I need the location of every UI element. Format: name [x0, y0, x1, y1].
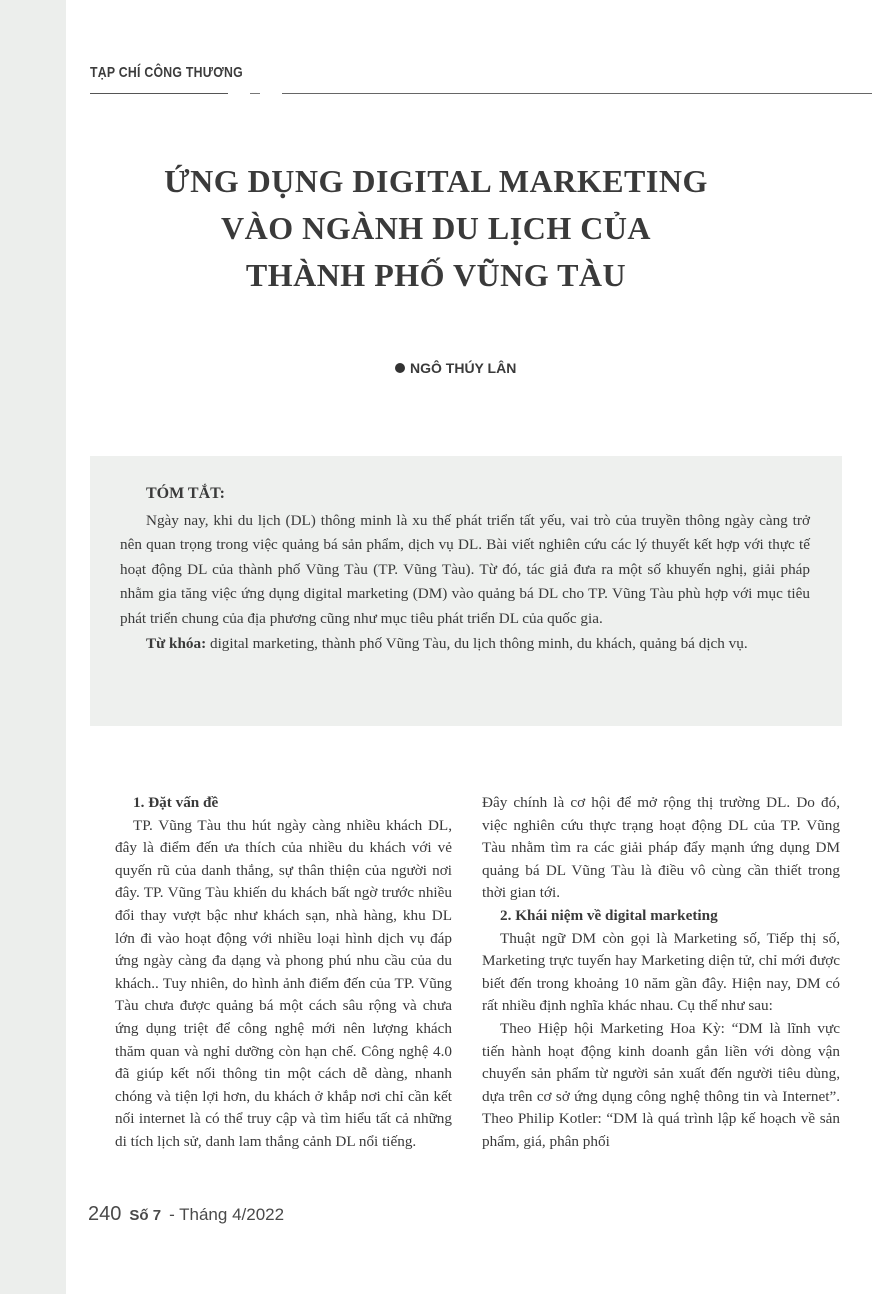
author-name: NGÔ THÚY LÂN: [410, 360, 517, 376]
section-1-heading: 1. Đặt vấn đề: [133, 794, 219, 811]
section-2-paragraph-2: Theo Hiệp hội Marketing Hoa Kỳ: “DM là lĩnh vực tiến hành hoạt động kinh doanh gắn liền với dòng vận chuyển sản phẩm từ người sản xuất đến người tiêu dùng, dựa trên cơ sở ứng dụng công nghệ thông tin và Internet”. Theo Philip Kotler: “DM là quá trình lập kế hoạch về sản phẩm, giá, phân phối: [482, 1019, 840, 1150]
header-rule-long: [282, 93, 872, 94]
title-line-2: VÀO NGÀNH DU LỊCH CỦA: [220, 210, 652, 246]
keywords-label: Từ khóa:: [146, 634, 207, 652]
section-1-paragraph: TP. Vũng Tàu thu hút ngày càng nhiều khách DL, đây là điểm đến ưa thích của nhiều du khách với vẻ quyến rũ của danh thắng, sự thân thiện của người nơi đây. TP. Vũng Tàu khiến du khách bất ngờ trước nhiều đổi thay vượt bậc như khách sạn, nhà hàng, khu DL lớn đi vào hoạt động với nhiều loại hình dịch vụ đáp ứng ngày càng đa dạng và phong phú nhu cầu của du khách.. Tuy nhiên, do hình ảnh điểm đến của TP. Vũng Tàu chưa được quảng bá một cách sâu rộng và chưa ứng dụng triệt để công nghệ mới nên lượng khách thăm quan và nghỉ dưỡng còn hạn chế. Công nghệ 4.0 đã giúp kết nối thông tin một cách dễ dàng, nhanh chóng và tiện lợi hơn, du khách ở khắp nơi chỉ cần kết nối internet là có thể truy cập và tìm hiểu tất cả những di tích lịch sử, danh lam thắng cảnh DL nổi tiếng.: [115, 816, 452, 1150]
abstract-box: [90, 456, 842, 726]
page-footer: [88, 1203, 284, 1226]
section-2-paragraph-1: Thuật ngữ DM còn gọi là Marketing số, Tiếp thị số, Marketing trực tuyến hay Marketing diện tử, chỉ mới được biết đến trong khoảng 10 năm gần đây. Hiện nay, DM có rất nhiều định nghĩa khác nhau. Cụ thể như sau:: [482, 929, 840, 1015]
column-left: [115, 792, 452, 1154]
issue-date: - Tháng 4/2022: [169, 1205, 285, 1224]
article-title: [0, 158, 872, 299]
issue-number: Số 7: [129, 1207, 162, 1224]
keywords-list: digital marketing, thành phố Vũng Tàu, du lịch thông minh, du khách, quảng bá dịch vụ.: [206, 634, 748, 652]
column-right: [482, 792, 840, 1154]
abstract-heading: TÓM TẮT:: [146, 485, 225, 502]
bullet-icon: [395, 363, 405, 373]
keywords: [120, 632, 810, 657]
header-rule: [90, 93, 228, 94]
title-line-1: ỨNG DỤNG DIGITAL MARKETING: [164, 163, 708, 199]
journal-header: TẠP CHÍ CÔNG THƯƠNG: [90, 64, 243, 81]
section-2-heading: 2. Khái niệm về digital marketing: [500, 906, 718, 924]
abstract-body: Ngày nay, khi du lịch (DL) thông minh là xu thế phát triển tất yếu, vai trò của truyền thông ngày càng trở nên quan trọng trong việc quảng bá sản phẩm, dịch vụ DL. Bài viết nghiên cứu các lý thuyết kết hợp với thực tế hoạt động DL của thành phố Vũng Tàu (TP. Vũng Tàu). Từ đó, tác giả đưa ra một số khuyến nghị, giải pháp nhằm gia tăng việc ứng dụng digital marketing (DM) vào quảng bá DL cho TP. Vũng Tàu phù hợp với mục tiêu phát triển chung của địa phương cũng như mục tiêu phát triển DL của quốc gia.: [120, 511, 810, 627]
page-number: 240: [88, 1203, 122, 1225]
section-1-continuation: Đây chính là cơ hội để mở rộng thị trường DL. Do đó, việc nghiên cứu thực trạng hoạt động DL của TP. Vũng Tàu nhằm tìm ra các giải pháp đẩy mạnh ứng dụng DM quảng bá DL Vũng Tàu là điều vô cùng cần thiết trong thời gian tới.: [482, 794, 840, 902]
header-rule-dash: [250, 93, 260, 94]
title-line-3: THÀNH PHỐ VŨNG TÀU: [245, 257, 627, 293]
author-byline: [395, 360, 516, 376]
